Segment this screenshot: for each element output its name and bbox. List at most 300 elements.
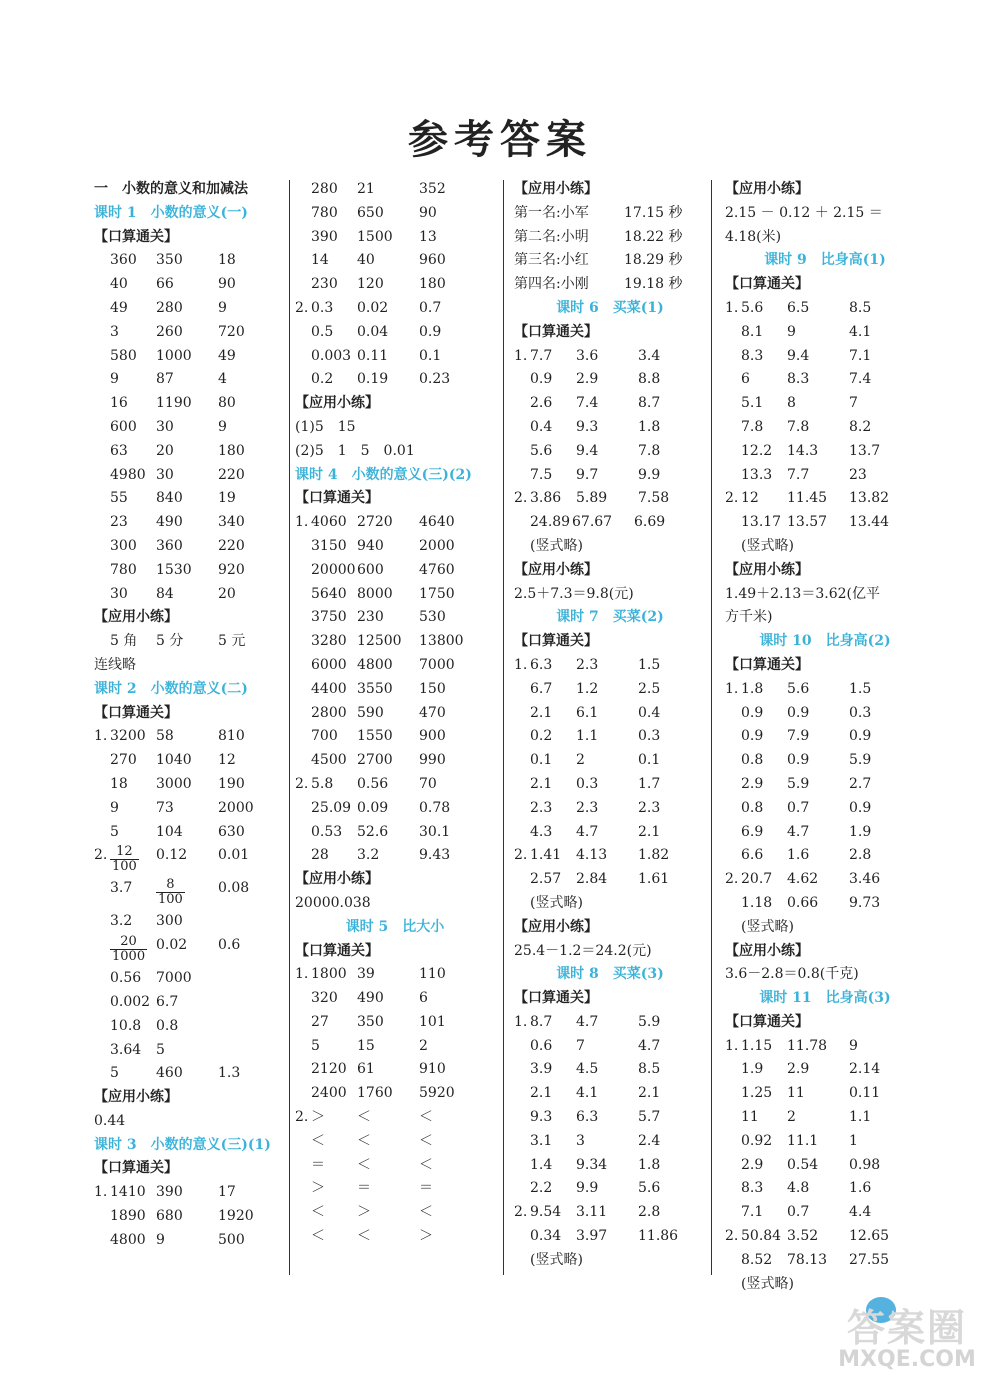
answer-cell: 220 bbox=[218, 466, 245, 483]
answer-cell: 190 bbox=[218, 775, 245, 792]
question-number: 1. bbox=[514, 347, 528, 364]
answer-cell: 30.1 bbox=[419, 823, 451, 840]
question-number: 1. bbox=[725, 299, 739, 316]
answer-cell: 0.7 bbox=[787, 799, 810, 816]
answer-row bbox=[725, 1225, 925, 1249]
answer-cell: ＜ bbox=[419, 1132, 433, 1149]
answer-cell: 0.2 bbox=[530, 728, 553, 745]
answer-row bbox=[725, 511, 925, 535]
answer-cell: ＝ bbox=[419, 1180, 433, 1197]
answer-row bbox=[94, 297, 284, 321]
answer-cell: 18.29 秒 bbox=[624, 252, 683, 269]
watermark-url: MXQE.COM bbox=[838, 1347, 976, 1372]
answer-cell: 6 bbox=[741, 371, 750, 388]
answer-cell: 0.7 bbox=[787, 1204, 810, 1221]
answer-cell: 260 bbox=[156, 323, 183, 340]
answer-cell: 0.11 bbox=[357, 347, 389, 364]
answer-cell: 2 bbox=[419, 1037, 428, 1054]
answer-cell: 13.7 bbox=[849, 442, 881, 459]
answer-column-1 bbox=[94, 178, 284, 1253]
answer-cell: 23 bbox=[849, 466, 867, 483]
answer-text bbox=[295, 892, 495, 916]
answer-cell: 1.2 bbox=[576, 680, 599, 697]
answer-cell: ＜ bbox=[311, 1204, 325, 1221]
answer-row bbox=[725, 797, 925, 821]
answer-cell: 1.41 bbox=[530, 847, 562, 864]
answer-text bbox=[725, 202, 925, 226]
answer-cell: 3 bbox=[110, 323, 119, 340]
answer-cell: 2.2 bbox=[530, 1180, 553, 1197]
answer-row bbox=[94, 877, 284, 910]
question-number: 2. bbox=[725, 1228, 739, 1245]
answer-cell: 3.11 bbox=[576, 1204, 608, 1221]
answer-row bbox=[295, 178, 495, 202]
answer-cell: 680 bbox=[156, 1208, 183, 1225]
answer-row bbox=[94, 487, 284, 511]
answer-text-value: 2.15 － 0.12 ＋ 2.15 ＝ bbox=[725, 204, 883, 221]
answer-cell: ＞ bbox=[311, 1180, 325, 1197]
answer-cell: 15 bbox=[357, 1037, 375, 1054]
question-number: 1. bbox=[725, 680, 739, 697]
answer-cell: 9 bbox=[218, 418, 227, 435]
answer-cell: 6.9 bbox=[741, 823, 764, 840]
answer-cell: 4.3 bbox=[530, 823, 553, 840]
answer-cell: 940 bbox=[357, 537, 384, 554]
answer-row bbox=[725, 1249, 925, 1273]
answer-row bbox=[725, 749, 925, 773]
answer-cell: ＜ bbox=[357, 1132, 371, 1149]
answer-row bbox=[295, 226, 495, 250]
answer-cell: 150 bbox=[419, 680, 446, 697]
answer-cell: 600 bbox=[357, 561, 384, 578]
answer-cell: 4.62 bbox=[787, 871, 819, 888]
answer-cell: 4.7 bbox=[638, 1037, 661, 1054]
answer-row bbox=[94, 991, 284, 1015]
answer-cell: 0.6 bbox=[530, 1037, 553, 1054]
answer-row bbox=[94, 821, 284, 845]
answer-cell: 2400 bbox=[311, 1085, 347, 1102]
page-title: 参考答案 bbox=[408, 116, 592, 163]
answer-row bbox=[514, 1035, 706, 1059]
answer-cell: 20 bbox=[218, 585, 236, 602]
answer-cell: 5.6 bbox=[741, 299, 764, 316]
answer-cell: 7000 bbox=[419, 656, 455, 673]
exercise-heading: 【应用小练】 bbox=[725, 561, 809, 578]
answer-row bbox=[94, 535, 284, 559]
answer-cell: 1.8 bbox=[638, 418, 661, 435]
answer-cell: 4640 bbox=[419, 514, 455, 531]
answer-cell: ＝ bbox=[357, 1180, 371, 1197]
answer-row bbox=[295, 1225, 495, 1249]
answer-cell: 27.55 bbox=[849, 1251, 890, 1268]
answer-text-value: 1.49＋2.13＝3.62(亿平 bbox=[725, 585, 880, 602]
answer-row bbox=[94, 797, 284, 821]
answer-text-value: 方千米) bbox=[725, 609, 773, 626]
exercise-heading: 【口算通关】 bbox=[514, 633, 598, 650]
answer-cell: 600 bbox=[110, 418, 137, 435]
answer-row bbox=[94, 1062, 284, 1086]
watermark-brand: 答案圈 bbox=[846, 1306, 967, 1350]
answer-row bbox=[94, 844, 284, 877]
answer-cell: 4.5 bbox=[576, 1061, 599, 1078]
answer-cell: 12 bbox=[218, 752, 236, 769]
answer-row bbox=[514, 202, 706, 226]
answer-cell: ＜ bbox=[357, 1228, 371, 1245]
answer-cell: 2.5 bbox=[638, 680, 661, 697]
answer-cell: 2.8 bbox=[849, 847, 872, 864]
answer-text bbox=[514, 892, 706, 916]
answer-cell: 6.5 bbox=[787, 299, 810, 316]
question-number: 2. bbox=[295, 775, 309, 792]
fraction bbox=[110, 845, 139, 874]
answer-row bbox=[94, 559, 284, 583]
answer-cell: 0.6 bbox=[218, 937, 241, 954]
answer-row bbox=[514, 273, 706, 297]
answer-row bbox=[514, 1106, 706, 1130]
answer-cell: 1.8 bbox=[741, 680, 764, 697]
answer-row bbox=[295, 725, 495, 749]
answer-cell: 0.98 bbox=[849, 1156, 881, 1173]
answer-cell: 3.2 bbox=[357, 847, 380, 864]
answer-row bbox=[94, 368, 284, 392]
answer-row bbox=[94, 273, 284, 297]
answer-cell: 630 bbox=[218, 823, 245, 840]
answer-row bbox=[295, 844, 495, 868]
answer-cell: 5.7 bbox=[638, 1109, 661, 1126]
answer-row bbox=[295, 702, 495, 726]
answer-cell: 9.3 bbox=[530, 1109, 553, 1126]
answer-cell: 19 bbox=[218, 490, 236, 507]
answer-cell: 9 bbox=[218, 299, 227, 316]
answer-row bbox=[295, 559, 495, 583]
answer-row bbox=[94, 630, 284, 654]
answer-cell: 2.6 bbox=[530, 395, 553, 412]
answer-row bbox=[295, 511, 495, 535]
answer-row bbox=[725, 1177, 925, 1201]
answer-row bbox=[514, 1130, 706, 1154]
answer-row bbox=[295, 773, 495, 797]
answer-row bbox=[94, 934, 284, 967]
answer-text bbox=[514, 940, 706, 964]
answer-cell: 0.54 bbox=[787, 1156, 819, 1173]
answer-cell: 16 bbox=[110, 395, 128, 412]
answer-cell: 720 bbox=[218, 323, 245, 340]
answer-cell: 0.9 bbox=[741, 704, 764, 721]
question-number: 2. bbox=[295, 299, 309, 316]
answer-cell: 1.8 bbox=[638, 1156, 661, 1173]
answer-cell: 1.25 bbox=[741, 1085, 773, 1102]
answer-row bbox=[295, 606, 495, 630]
answer-cell: 5.1 bbox=[741, 395, 764, 412]
answer-cell: 4.7 bbox=[576, 823, 599, 840]
answer-cell: 3.52 bbox=[787, 1228, 819, 1245]
answer-cell: 920 bbox=[218, 561, 245, 578]
answer-row bbox=[295, 1035, 495, 1059]
answer-cell: 40 bbox=[110, 276, 128, 293]
answer-cell: 0.02 bbox=[156, 937, 188, 954]
answer-row bbox=[94, 1039, 284, 1063]
answer-cell: 0.9 bbox=[787, 752, 810, 769]
exercise-heading: 【应用小练】 bbox=[514, 918, 598, 935]
answer-cell: 9 bbox=[849, 1037, 858, 1054]
answer-row bbox=[295, 1106, 495, 1130]
answer-cell: 300 bbox=[156, 913, 183, 930]
answer-cell: 8 bbox=[787, 395, 796, 412]
answer-cell: 第二名:小明 bbox=[514, 228, 589, 245]
answer-row bbox=[295, 321, 495, 345]
answer-cell: 9.4 bbox=[576, 442, 599, 459]
answer-cell: 0.8 bbox=[156, 1017, 179, 1034]
answer-cell: 530 bbox=[419, 609, 446, 626]
answer-cell: 8.3 bbox=[787, 371, 810, 388]
answer-cell: 8.3 bbox=[741, 347, 764, 364]
answer-cell: 352 bbox=[419, 181, 446, 197]
answer-row bbox=[725, 1130, 925, 1154]
answer-row bbox=[725, 844, 925, 868]
answer-row bbox=[94, 249, 284, 273]
answer-row bbox=[94, 345, 284, 369]
question-number: 2. bbox=[514, 847, 528, 864]
answer-cell: 30 bbox=[156, 418, 174, 435]
answer-text-value: (竖式略) bbox=[741, 1275, 794, 1292]
answer-cell: 2.1 bbox=[638, 823, 661, 840]
answer-row bbox=[94, 725, 284, 749]
answer-cell: 0.92 bbox=[741, 1132, 773, 1149]
answer-cell: 7.1 bbox=[741, 1204, 764, 1221]
answer-cell: 1.3 bbox=[218, 1065, 241, 1082]
answer-cell: 0.3 bbox=[311, 299, 334, 316]
answer-row bbox=[725, 416, 925, 440]
answer-cell: 0.09 bbox=[357, 799, 389, 816]
answer-text-value: (竖式略) bbox=[530, 1251, 583, 1268]
answer-cell: 4060 bbox=[311, 514, 347, 531]
answer-cell: 19.18 秒 bbox=[624, 276, 683, 293]
answer-cell: 90 bbox=[218, 276, 236, 293]
answer-cell: 220 bbox=[218, 537, 245, 554]
answer-text bbox=[725, 963, 925, 987]
question-number: 2. bbox=[725, 490, 739, 507]
answer-cell: 3.1 bbox=[530, 1132, 553, 1149]
answer-cell: 8.5 bbox=[849, 299, 872, 316]
answer-text bbox=[94, 1110, 284, 1134]
answer-cell: 7.8 bbox=[638, 442, 661, 459]
answer-cell: 4980 bbox=[110, 466, 146, 483]
answer-cell: ＜ bbox=[357, 1109, 371, 1126]
answer-cell: 1.61 bbox=[638, 871, 670, 888]
exercise-heading: 【应用小练】 bbox=[94, 1089, 178, 1106]
answer-row bbox=[725, 773, 925, 797]
answer-cell: 4400 bbox=[311, 680, 347, 697]
answer-cell: 780 bbox=[311, 204, 338, 221]
answer-cell: 1.6 bbox=[849, 1180, 872, 1197]
answer-cell: 2.57 bbox=[530, 871, 562, 888]
answer-cell: 1190 bbox=[156, 395, 192, 412]
answer-cell: 1000 bbox=[156, 347, 192, 364]
question-number: 1. bbox=[94, 728, 108, 745]
answer-text-value: 3.6－2.8＝0.8(千克) bbox=[725, 966, 859, 983]
answer-row bbox=[514, 1177, 706, 1201]
answer-row bbox=[94, 749, 284, 773]
answer-cell: 0.8 bbox=[741, 799, 764, 816]
watermark-logo bbox=[822, 1293, 992, 1383]
answer-cell: 0.4 bbox=[530, 418, 553, 435]
answer-cell: 0.04 bbox=[357, 323, 389, 340]
answer-cell: 13.57 bbox=[787, 514, 828, 531]
answer-cell: 0.56 bbox=[357, 775, 389, 792]
answer-row bbox=[514, 702, 706, 726]
answer-cell: 9.3 bbox=[576, 418, 599, 435]
answer-cell: 960 bbox=[419, 252, 446, 269]
question-number: 2. bbox=[725, 871, 739, 888]
answer-cell: 7.7 bbox=[530, 347, 553, 364]
answer-cell: 13.3 bbox=[741, 466, 773, 483]
answer-cell: 70 bbox=[419, 775, 437, 792]
answer-row bbox=[514, 226, 706, 250]
answer-row bbox=[725, 321, 925, 345]
answer-cell: 13.44 bbox=[849, 514, 890, 531]
answer-cell: 7.1 bbox=[849, 347, 872, 364]
answer-cell: 11.78 bbox=[787, 1037, 828, 1054]
answer-cell: 78.13 bbox=[787, 1251, 828, 1268]
answer-cell: 7.4 bbox=[576, 395, 599, 412]
answer-cell: 6 bbox=[419, 990, 428, 1007]
lesson-heading: 课时 7 买菜(2) bbox=[556, 609, 664, 626]
answer-cell: 4 bbox=[218, 371, 227, 388]
answer-row bbox=[514, 749, 706, 773]
answer-cell: 39 bbox=[357, 966, 375, 983]
answer-cell: 4.13 bbox=[576, 847, 608, 864]
answer-cell: 4.1 bbox=[849, 323, 872, 340]
answer-cell: 7.5 bbox=[530, 466, 553, 483]
answer-cell: 1.82 bbox=[638, 847, 670, 864]
answer-row bbox=[725, 368, 925, 392]
answer-cell: 230 bbox=[311, 276, 338, 293]
exercise-heading: 【应用小练】 bbox=[725, 181, 809, 197]
answer-cell: 810 bbox=[218, 728, 245, 745]
answer-cell: 470 bbox=[419, 704, 446, 721]
exercise-heading: 【口算通关】 bbox=[94, 228, 178, 245]
answer-cell: 2.9 bbox=[741, 775, 764, 792]
answer-cell: 5.6 bbox=[530, 442, 553, 459]
answer-text-value: (竖式略) bbox=[530, 894, 583, 911]
answer-cell: 52.6 bbox=[357, 823, 389, 840]
answer-text-value: 0.44 bbox=[94, 1112, 126, 1129]
answer-row bbox=[295, 821, 495, 845]
answer-cell: 28 bbox=[311, 847, 329, 864]
answer-cell: 2120 bbox=[311, 1061, 347, 1078]
exercise-heading: 【口算通关】 bbox=[725, 656, 809, 673]
answer-cell: 700 bbox=[311, 728, 338, 745]
answer-cell: 3 bbox=[576, 1132, 585, 1149]
answer-row bbox=[514, 368, 706, 392]
answer-row bbox=[725, 440, 925, 464]
answer-cell: 9.4 bbox=[787, 347, 810, 364]
answer-cell: 910 bbox=[419, 1061, 446, 1078]
answer-cell: 9.34 bbox=[576, 1156, 608, 1173]
answer-cell: 2720 bbox=[357, 514, 393, 531]
answer-row bbox=[295, 1201, 495, 1225]
answer-cell: 1890 bbox=[110, 1208, 146, 1225]
answer-cell: 13800 bbox=[419, 633, 464, 650]
answer-cell: ＞ bbox=[311, 1109, 325, 1126]
answer-row bbox=[94, 773, 284, 797]
answer-cell: 350 bbox=[357, 1013, 384, 1030]
answer-row bbox=[514, 464, 706, 488]
answer-cell: 3200 bbox=[110, 728, 146, 745]
answer-cell: 67.67 bbox=[572, 514, 613, 531]
answer-cell: 390 bbox=[311, 228, 338, 245]
fraction-denominator: 100 bbox=[112, 859, 137, 875]
answer-cell: 6.7 bbox=[530, 680, 553, 697]
answer-cell: 590 bbox=[357, 704, 384, 721]
answer-cell: 0.08 bbox=[218, 880, 250, 897]
exercise-heading: 【应用小练】 bbox=[725, 942, 809, 959]
answer-cell: 3.6 bbox=[576, 347, 599, 364]
answer-cell: 2.3 bbox=[530, 799, 553, 816]
answer-cell: 3150 bbox=[311, 537, 347, 554]
answer-row bbox=[94, 464, 284, 488]
answer-cell: 0.9 bbox=[419, 323, 442, 340]
question-number: 2. bbox=[94, 847, 108, 864]
answer-cell: 55 bbox=[110, 490, 128, 507]
answer-column-3 bbox=[514, 178, 706, 1273]
answer-cell: 20000 bbox=[311, 561, 356, 578]
answer-cell: 101 bbox=[419, 1013, 446, 1030]
answer-cell: 2000 bbox=[218, 799, 254, 816]
answer-cell: 7.8 bbox=[741, 418, 764, 435]
answer-row bbox=[514, 249, 706, 273]
answer-cell: 2.3 bbox=[576, 656, 599, 673]
answer-cell: 1.5 bbox=[638, 656, 661, 673]
answer-cell: 24.89 bbox=[530, 514, 571, 531]
answer-cell: 4.8 bbox=[787, 1180, 810, 1197]
answer-row bbox=[94, 321, 284, 345]
answer-cell: 13.82 bbox=[849, 490, 890, 507]
answer-cell: 12500 bbox=[357, 633, 402, 650]
answer-cell: 2.1 bbox=[638, 1085, 661, 1102]
answer-cell: 0.56 bbox=[110, 970, 142, 987]
answer-row bbox=[295, 1177, 495, 1201]
answer-row bbox=[725, 1201, 925, 1225]
answer-row bbox=[725, 1035, 925, 1059]
answer-row bbox=[295, 1058, 495, 1082]
answer-row bbox=[514, 797, 706, 821]
question-number: 1. bbox=[295, 966, 309, 983]
answer-row bbox=[94, 1229, 284, 1253]
answer-cell: 18.22 秒 bbox=[624, 228, 683, 245]
exercise-heading: 【口算通关】 bbox=[514, 990, 598, 1007]
answer-cell: 23 bbox=[110, 514, 128, 531]
answer-cell: 40 bbox=[357, 252, 375, 269]
answer-cell: 0.66 bbox=[787, 894, 819, 911]
answer-cell: 7.9 bbox=[787, 728, 810, 745]
question-number: 2. bbox=[295, 1109, 309, 1126]
answer-cell: 14 bbox=[311, 252, 329, 269]
exercise-heading: 【口算通关】 bbox=[94, 704, 178, 721]
answer-row bbox=[725, 678, 925, 702]
answer-text bbox=[514, 535, 706, 559]
answer-cell: 5640 bbox=[311, 585, 347, 602]
answer-cell: 1.9 bbox=[849, 823, 872, 840]
lesson-heading: 课时 9 比身高(1) bbox=[764, 252, 886, 269]
fraction-denominator: 100 bbox=[158, 892, 183, 908]
answer-row bbox=[514, 487, 706, 511]
answer-row bbox=[295, 1011, 495, 1035]
answer-cell: 2.1 bbox=[530, 1085, 553, 1102]
answer-cell: 7000 bbox=[156, 970, 192, 987]
answer-cell: 5.6 bbox=[787, 680, 810, 697]
answer-row bbox=[725, 1106, 925, 1130]
